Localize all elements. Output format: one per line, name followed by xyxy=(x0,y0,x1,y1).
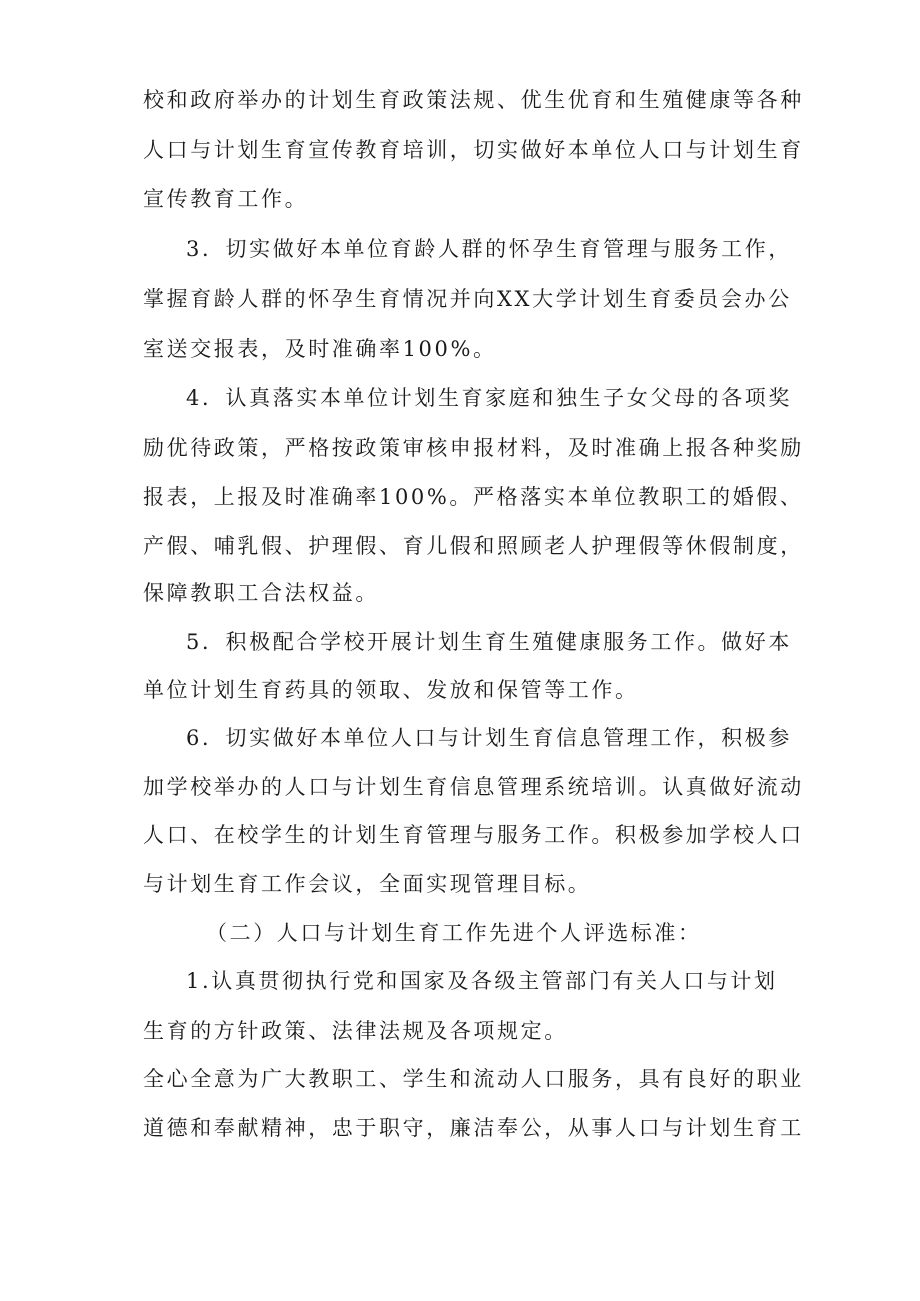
text-line: 保障教职工合法权益。 xyxy=(143,581,379,605)
text-line: 与计划生育工作会议，全面实现管理目标。 xyxy=(143,872,592,896)
text-line: 6．切实做好本单位人口与计划生育信息管理工作，积极参 xyxy=(186,726,792,750)
text-line: 全心全意为广大教职工、学生和流动人口服务，具有良好的职业 xyxy=(143,1067,804,1091)
text-line: 宣传教育工作。 xyxy=(143,187,309,211)
text-line: 报表，上报及时准确率100%。严格落实本单位教职工的婚假、 xyxy=(143,485,804,509)
text-line: 3．切实做好本单位育龄人群的怀孕生育管理与服务工作， xyxy=(186,237,792,261)
text-line: 道德和奉献精神，忠于职守，廉洁奉公，从事人口与计划生育工 xyxy=(143,1116,804,1140)
text-line: 加学校举办的人口与计划生育信息管理系统培训。认真做好流动 xyxy=(143,775,804,799)
text-line: 1.认真贯彻执行党和国家及各级主管部门有关人口与计划 xyxy=(186,969,778,993)
text-line: 生育的方针政策、法律法规及各项规定。 xyxy=(143,1019,568,1043)
text-line: 励优待政策，严格按政策审核申报材料，及时准确上报各种奖励 xyxy=(143,436,804,460)
text-line: 产假、哺乳假、护理假、育儿假和照顾老人护理假等休假制度， xyxy=(143,534,804,558)
text-line: 单位计划生育药具的领取、发放和保管等工作。 xyxy=(143,678,639,702)
text-line: 室送交报表，及时准确率100%。 xyxy=(143,337,497,361)
text-line: 4．认真落实本单位计划生育家庭和独生子女父母的各项奖 xyxy=(186,386,792,410)
text-line: 人口、在校学生的计划生育管理与服务工作。积极参加学校人口 xyxy=(143,823,804,847)
text-line: 掌握育龄人群的怀孕生育情况并向XX大学计划生育委员会办公 xyxy=(143,287,792,311)
section-heading: （二）人口与计划生育工作先进个人评选标准： xyxy=(206,921,702,945)
text-line: 人口与计划生育宣传教育培训，切实做好本单位人口与计划生育 xyxy=(143,138,804,162)
text-line: 校和政府举办的计划生育政策法规、优生优育和生殖健康等各种 xyxy=(143,88,804,112)
text-line: 5．积极配合学校开展计划生育生殖健康服务工作。做好本 xyxy=(186,630,792,654)
